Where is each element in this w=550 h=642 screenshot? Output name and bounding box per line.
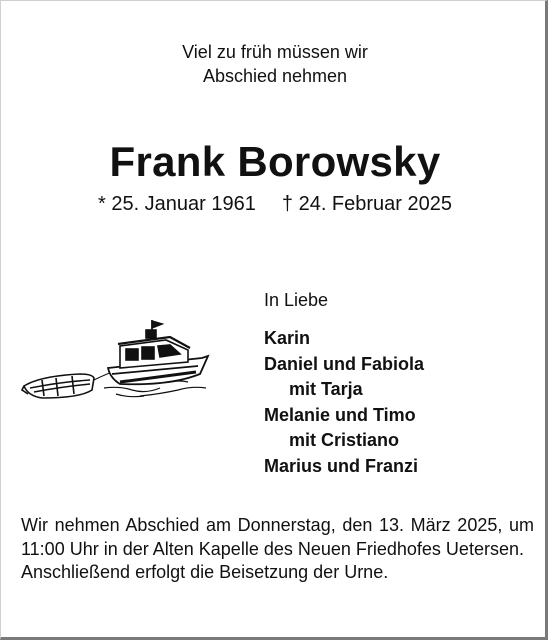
intro-line-2: Abschied nehmen bbox=[202, 66, 348, 86]
list-item: Karin bbox=[264, 328, 311, 348]
list-item: Daniel und Fabiola bbox=[264, 353, 425, 374]
list-item: mit Tarja bbox=[289, 379, 363, 399]
announcement-paragraph: Wir nehmen Abschied am Donnerstag, den 13. März 2025, um 11:00 Uhr in der Alten Kapelle des Neuen Friedhofes Uetersen. bbox=[21, 515, 534, 559]
mourners-list bbox=[264, 326, 424, 479]
intro-text bbox=[0, 40, 550, 88]
life-dates bbox=[0, 191, 550, 217]
deceased-name: Frank Borowsky bbox=[109, 138, 441, 185]
intro-line-1: Viel zu früh müssen wir bbox=[182, 42, 368, 62]
mourners-heading: In Liebe bbox=[264, 290, 329, 310]
birth-date: * 25. Januar 1961 bbox=[97, 193, 256, 215]
funeral-announcement bbox=[21, 514, 534, 585]
death-date: † 24. Februar 2025 bbox=[281, 193, 453, 215]
boat-icon bbox=[20, 316, 215, 408]
list-item: Melanie und Timo bbox=[264, 404, 416, 425]
list-item: Marius und Franzi bbox=[264, 455, 419, 476]
announcement-burial-line: Anschließend erfolgt die Beisetzung der Urne. bbox=[21, 562, 389, 582]
list-item: mit Cristiano bbox=[289, 430, 400, 450]
